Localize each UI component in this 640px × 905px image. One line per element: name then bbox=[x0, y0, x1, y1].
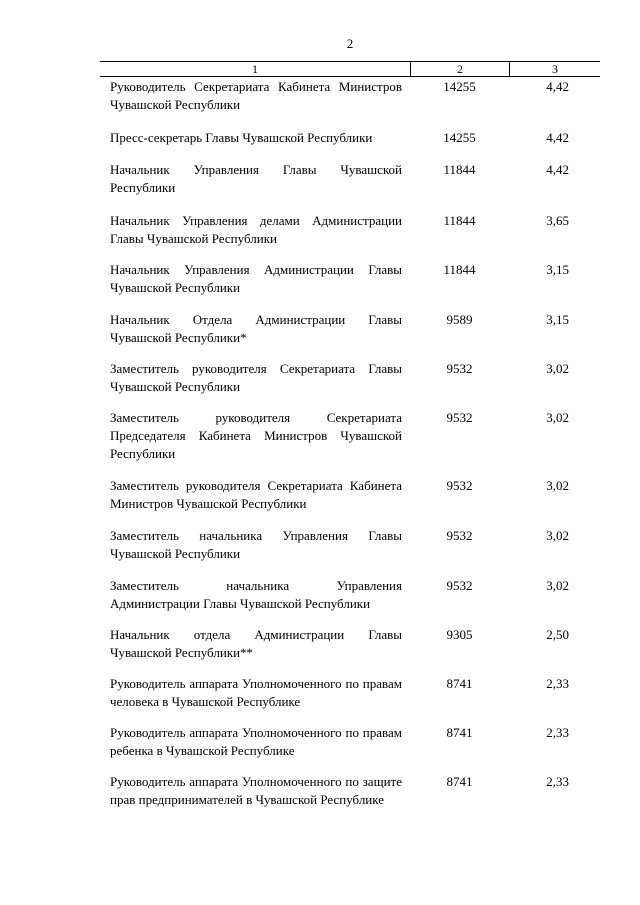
position-title: Руководитель аппарата Уполномоченного по правам человека в Чувашской Республике bbox=[110, 676, 402, 709]
salary-value: 14255 bbox=[443, 79, 476, 94]
column-header-2: 2 bbox=[411, 62, 510, 76]
coefficient-value: 3,02 bbox=[546, 528, 569, 543]
salary-value: 11844 bbox=[443, 162, 476, 177]
coefficient-value: 3,65 bbox=[546, 213, 569, 228]
position-title: Руководитель аппарата Уполномоченного по правам ребенка в Чувашской Республике bbox=[110, 725, 402, 758]
coefficient-value: 3,02 bbox=[546, 361, 569, 376]
coefficient-value: 2,33 bbox=[546, 774, 569, 789]
page-number: 2 bbox=[346, 36, 354, 51]
position-title: Начальник отдела Администрации Главы Чувашской Республики** bbox=[110, 627, 402, 660]
salary-value: 8741 bbox=[446, 774, 473, 789]
position-title: Начальник Управления Администрации Главы Чувашской Республики bbox=[110, 262, 402, 295]
salary-value: 9532 bbox=[446, 478, 473, 493]
coefficient-value: 4,42 bbox=[546, 162, 569, 177]
coefficient-value: 4,42 bbox=[546, 79, 569, 94]
salary-value: 9532 bbox=[446, 528, 473, 543]
salary-value: 11844 bbox=[443, 262, 476, 277]
coefficient-value: 3,02 bbox=[546, 410, 569, 425]
salary-value: 8741 bbox=[446, 725, 473, 740]
coefficient-value: 3,02 bbox=[546, 478, 569, 493]
position-title: Начальник Отдела Администрации Главы Чувашской Республики* bbox=[110, 312, 402, 345]
coefficient-value: 2,33 bbox=[546, 676, 569, 691]
coefficient-value: 2,33 bbox=[546, 725, 569, 740]
position-title: Заместитель начальника Управления Главы Чувашской Республики bbox=[110, 528, 402, 561]
column-header-3: 3 bbox=[552, 62, 558, 76]
position-title: Руководитель аппарата Уполномоченного по защите прав предпринимателей в Чувашской Республике bbox=[110, 774, 402, 807]
salary-value: 9532 bbox=[446, 578, 473, 593]
coefficient-value: 3,15 bbox=[546, 312, 569, 327]
position-title: Начальник Управления Главы Чувашской Республики bbox=[110, 162, 402, 195]
coefficient-value: 3,02 bbox=[546, 578, 569, 593]
salary-value: 9305 bbox=[446, 627, 473, 642]
position-title: Заместитель начальника Управления Администрации Главы Чувашской Республики bbox=[110, 578, 402, 611]
coefficient-value: 3,15 bbox=[546, 262, 569, 277]
salary-value: 14255 bbox=[443, 130, 476, 145]
salary-value: 9532 bbox=[446, 361, 473, 376]
coefficient-value: 4,42 bbox=[546, 130, 569, 145]
salary-value: 9589 bbox=[446, 312, 473, 327]
salary-value: 9532 bbox=[446, 410, 473, 425]
position-title: Начальник Управления делами Администрации Главы Чувашской Республики bbox=[110, 213, 402, 246]
coefficient-value: 2,50 bbox=[546, 627, 569, 642]
table-header bbox=[100, 61, 600, 77]
column-header-1: 1 bbox=[100, 62, 411, 76]
position-title: Заместитель руководителя Секретариата Главы Чувашской Республики bbox=[110, 361, 402, 394]
position-title: Заместитель руководителя Секретариата Председателя Кабинета Министров Чувашской Республики bbox=[110, 410, 402, 461]
position-title: Пресс-секретарь Главы Чувашской Республики bbox=[110, 130, 373, 145]
position-title: Руководитель Секретариата Кабинета Министров Чувашской Республики bbox=[110, 79, 402, 112]
salary-value: 11844 bbox=[443, 213, 476, 228]
salary-value: 8741 bbox=[446, 676, 473, 691]
position-title: Заместитель руководителя Секретариата Кабинета Министров Чувашской Республики bbox=[110, 478, 402, 511]
